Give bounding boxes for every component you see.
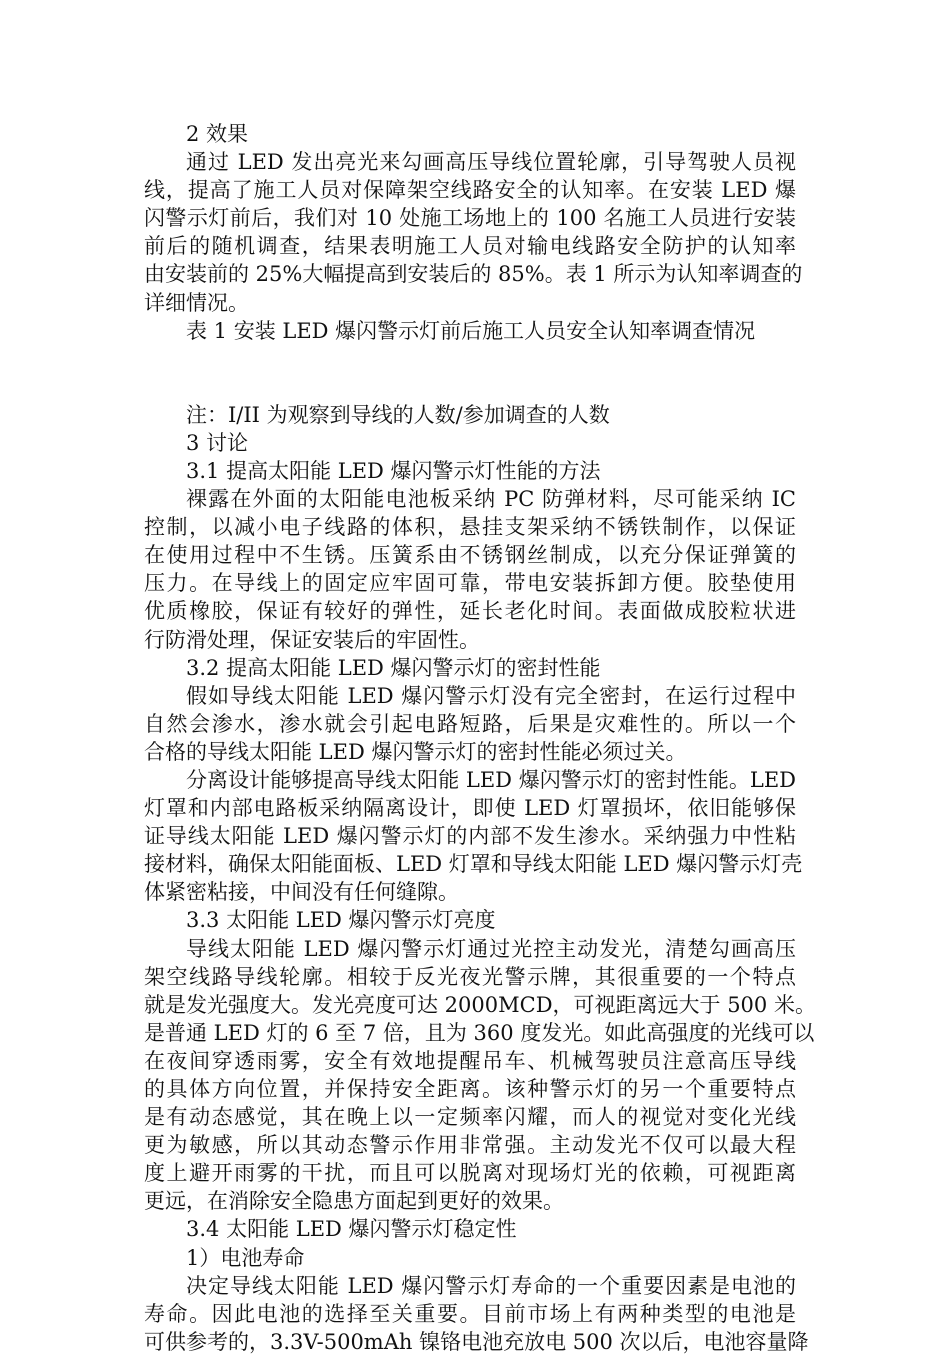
section-heading-3: 3 讨论 [186, 430, 249, 455]
paragraph-line: 是有动态感觉，其在晚上以一定频率闪耀，而人的视觉对变化光线 [144, 1105, 796, 1130]
table-placeholder-gap [144, 345, 796, 401]
paragraph-line: 就是发光强度大。发光亮度可达 2000MCD，可视距离远大于 500 米。 [144, 992, 816, 1017]
paragraph-line: 灯罩和内部电路板采纳隔离设计，即使 LED 灯罩损坏，依旧能够保 [144, 796, 796, 821]
section-heading-2: 2 效果 [186, 122, 249, 146]
paragraph-line: 寿命。因此电池的选择至关重要。目前市场上有两种类型的电池是 [144, 1301, 796, 1326]
paragraph-line: 决定导线太阳能 LED 爆闪警示灯寿命的一个重要因素是电池的 [186, 1273, 796, 1298]
paragraph-line: 导线太阳能 LED 爆闪警示灯通过光控主动发光，清楚勾画高压 [186, 936, 796, 961]
paragraph-line: 体紧密粘接，中间没有任何缝隙。 [144, 880, 459, 905]
paragraph-line: 详细情况。 [144, 290, 249, 315]
paragraph-line: 在夜间穿透雨雾，安全有效地提醒吊车、机械驾驶员注意高压导线 [144, 1048, 796, 1073]
paragraph-line: 压力。在导线上的固定应牢固可靠，带电安装拆卸方便。胶垫使用 [144, 571, 796, 596]
paragraph-line: 线，提高了施工人员对保障架空线路安全的认知率。在安装 LED 爆 [144, 178, 796, 203]
paragraph-line: 优质橡胶，保证有较好的弹性，延长老化时间。表面做成胶粒状进 [144, 599, 796, 624]
paragraph-line: 架空线路导线轮廓。相较于反光夜光警示牌，其很重要的一个特点 [144, 964, 796, 989]
paragraph-line: 假如导线太阳能 LED 爆闪警示灯没有完全密封，在运行过程中 [186, 683, 796, 708]
paragraph-line: 通过 LED 发出亮光来勾画高压导线位置轮廓，引导驾驶人员视 [186, 150, 796, 175]
list-item-heading: 1）电池寿命 [186, 1245, 305, 1270]
subsection-heading-3-3: 3.3 太阳能 LED 爆闪警示灯亮度 [186, 908, 496, 933]
paragraph-line: 裸露在外面的太阳能电池板采纳 PC 防弹材料，尽可能采纳 IC [186, 487, 796, 512]
paragraph-line: 自然会渗水，渗水就会引起电路短路，后果是灾难性的。所以一个 [144, 711, 796, 736]
paragraph-line: 度上避开雨雾的干扰，而且可以脱离对现场灯光的依赖，可视距离 [144, 1161, 796, 1186]
paragraph-line: 控制，以减小电子线路的体积，悬挂支架采纳不锈铁制作，以保证 [144, 515, 796, 540]
document-body [144, 120, 816, 1356]
paragraph-line: 的具体方向位置，并保持安全距离。该种警示灯的另一个重要特点 [144, 1077, 796, 1101]
subsection-heading-3-4: 3.4 太阳能 LED 爆闪警示灯稳定性 [186, 1217, 517, 1242]
paragraph-line: 行防滑处理，保证安装后的牢固性。 [144, 627, 480, 652]
paragraph-line: 证导线太阳能 LED 爆闪警示灯的内部不发生渗水。采纳强力中性粘 [144, 824, 796, 849]
paragraph-line: 可供参考的，3.3V-500mAh 镍铬电池充放电 500 次以后，电池容量降 [144, 1329, 809, 1354]
paragraph-line: 是普通 LED 灯的 6 至 7 倍，且为 360 度发光。如此高强度的光线可以 [144, 1020, 815, 1045]
subsection-heading-3-1: 3.1 提高太阳能 LED 爆闪警示灯性能的方法 [186, 458, 601, 483]
paragraph-line: 更为敏感，所以其动态警示作用非常强。主动发光不仅可以最大程 [144, 1133, 796, 1158]
table-note: 注：I/II 为观察到导线的人数/参加调查的人数 [186, 402, 610, 427]
paragraph-line: 接材料，确保太阳能面板、LED 灯罩和导线太阳能 LED 爆闪警示灯壳 [144, 852, 803, 877]
table-caption: 表 1 安装 LED 爆闪警示灯前后施工人员安全认知率调查情况 [186, 318, 756, 343]
paragraph-line: 在使用过程中不生锈。压簧系由不锈钢丝制成，以充分保证弹簧的 [144, 543, 796, 568]
paragraph-line: 合格的导线太阳能 LED 爆闪警示灯的密封性能必须过关。 [144, 739, 687, 764]
paragraph-line: 闪警示灯前后，我们对 10 处施工场地上的 100 名施工人员进行安装 [144, 206, 796, 231]
paragraph-line: 更远，在消除安全隐患方面起到更好的效果。 [144, 1189, 564, 1214]
paragraph-line: 分离设计能够提高导线太阳能 LED 爆闪警示灯的密封性能。LED [186, 767, 796, 792]
paragraph-line: 前后的随机调查，结果表明施工人员对输电线路安全防护的认知率 [144, 234, 796, 259]
paragraph-line: 由安装前的 25%大幅提高到安装后的 85%。表 1 所示为认知率调查的 [144, 262, 803, 287]
subsection-heading-3-2: 3.2 提高太阳能 LED 爆闪警示灯的密封性能 [186, 655, 601, 680]
